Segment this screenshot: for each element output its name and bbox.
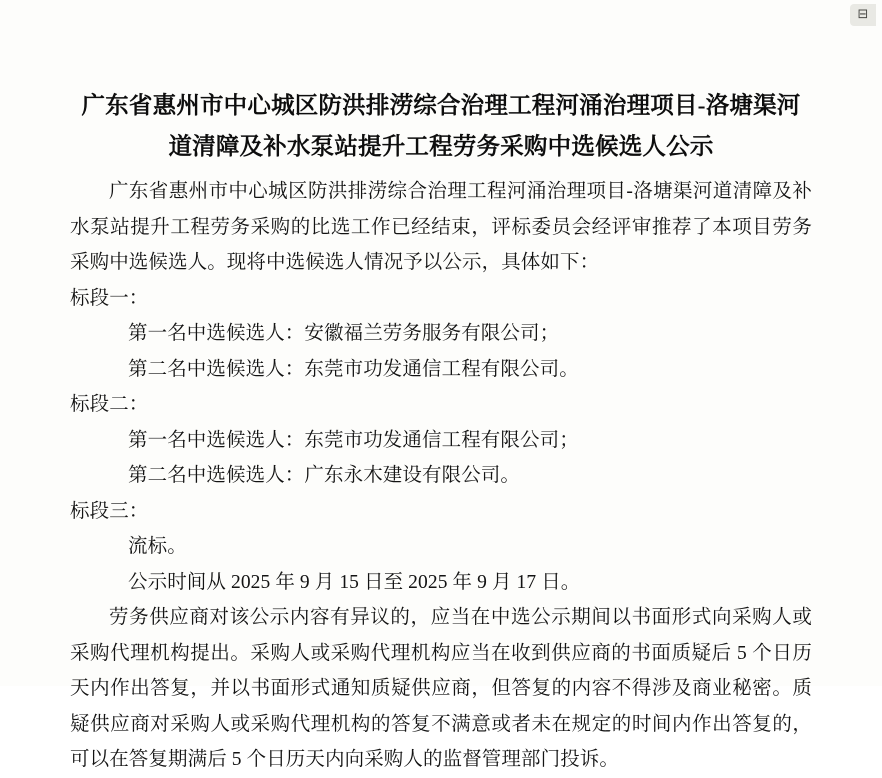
section-heading-lot-1: 标段一： <box>70 287 149 309</box>
page-title-line-2: 道清障及补水泵站提升工程劳务采购中选候选人公示 <box>168 134 714 160</box>
paragraph-objection-procedure: 劳务供应商对该公示内容有异议的，应当在中选公示期间以书面形式向采购人或采购代理机构提出。采购人或采购代理机构应当在收到供应商的书面质疑后 5 个日历天内作出答复，并以书面形式通知质疑供应商，但答复的内容不得涉及商业秘密。质疑供应商对采购人或采购代理机构的答复不满意或者未在规定的时间内作出答复的，可以在答复期满后 5 个日历天内向采购人的监督管理部门投诉。 <box>70 607 812 770</box>
page-title <box>70 86 812 168</box>
announcement-period: 公示时间从 2025 年 9 月 15 日至 2025 年 9 月 17 日。 <box>128 571 581 593</box>
lot-1-candidate-1: 第一名中选候选人：安徽福兰劳务服务有限公司； <box>128 323 560 344</box>
document-body <box>70 86 812 778</box>
lot-2-candidate-2: 第二名中选候选人：广东永木建设有限公司。 <box>128 465 521 486</box>
paragraph-intro: 广东省惠州市中心城区防洪排涝综合治理工程河涌治理项目-洛塘渠河道清障及补水泵站提升工程劳务采购的比选工作已经结束，评标委员会经评审推荐了本项目劳务采购中选候选人。现将中选候选人情况予以公示，具体如下： <box>70 181 812 273</box>
lot-1-candidate-2: 第二名中选候选人：东莞市功发通信工程有限公司。 <box>128 358 579 380</box>
section-heading-lot-2: 标段二： <box>70 394 149 415</box>
lot-2-candidate-1: 第一名中选候选人：东莞市功发通信工程有限公司； <box>128 429 579 451</box>
page-title-line-1: 广东省惠州市中心城区防洪排涝综合治理工程河涌治理项目-洛塘渠河 <box>81 93 801 119</box>
browser-reader-icon[interactable]: ⊟ <box>850 4 876 26</box>
lot-3-result: 流标。 <box>128 536 187 557</box>
section-heading-lot-3: 标段三： <box>70 500 149 522</box>
